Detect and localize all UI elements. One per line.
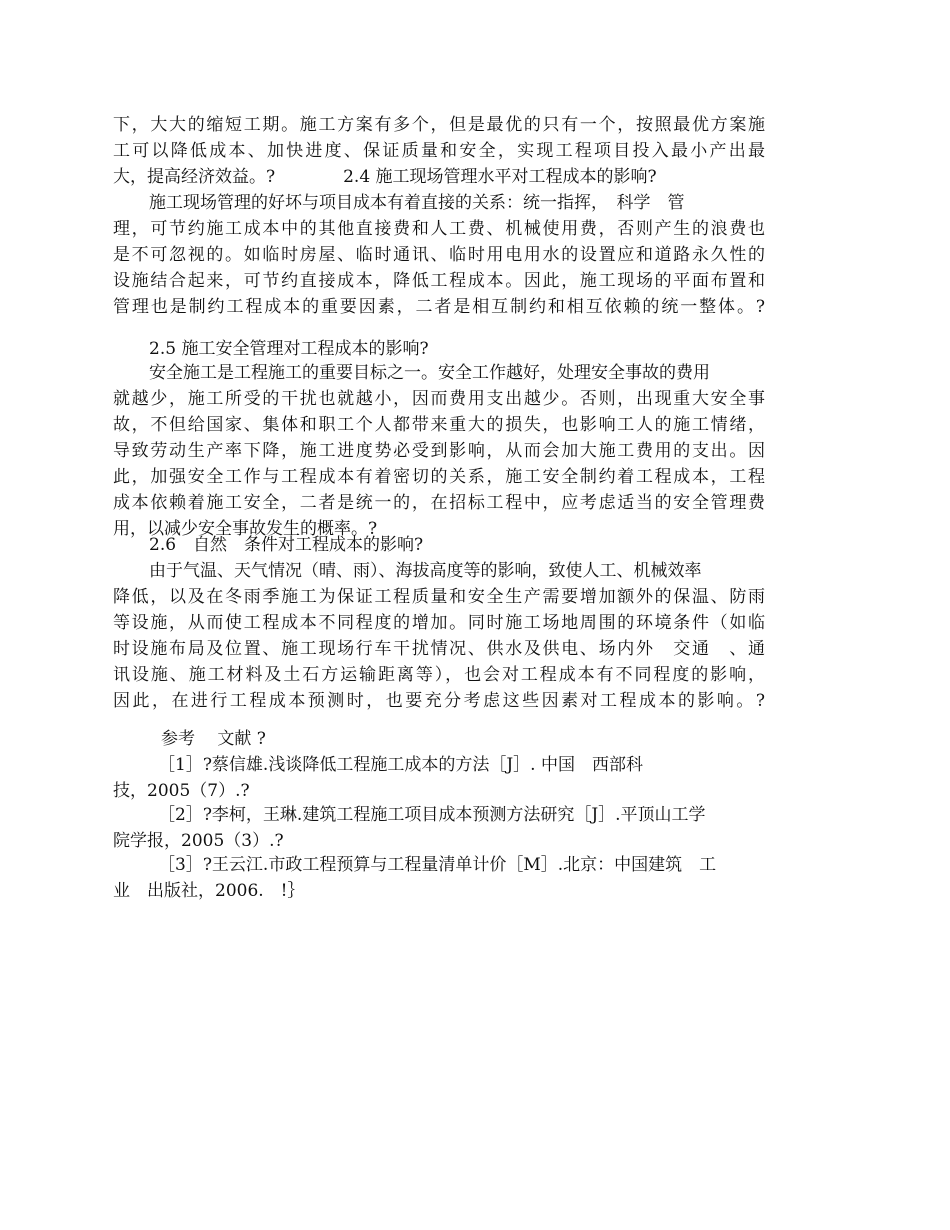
reference-entry: ［3］?王云江.市政工程预算与工程量清单计价［M］.北京：中国建筑 工 bbox=[158, 855, 717, 875]
paragraph-line: 成本依赖着施工安全，二者是统一的，在招标工程中，应考虑适当的安全管理费 bbox=[113, 493, 765, 513]
paragraph-line: 导致劳动生产率下降，施工进度势必受到影响，从而会加大施工费用的支出。因 bbox=[113, 441, 765, 461]
paragraph-line: 安全施工是工程施工的重要目标之一。安全工作越好，处理安全事故的费用 bbox=[149, 363, 710, 383]
paragraph-line: 设施结合起来，可节约直接成本，降低工程成本。因此，施工现场的平面布置和 bbox=[113, 271, 765, 291]
paragraph-line: 管理也是制约工程成本的重要因素，二者是相互制约和相互依赖的统一整体。? bbox=[113, 297, 765, 317]
reference-entry: 技，2005（7）.? bbox=[113, 781, 250, 801]
paragraph-line: 讯设施、施工材料及土石方运输距离等），也会对工程成本有不同程度的影响， bbox=[113, 665, 765, 685]
paragraph-line: 此，加强安全工作与工程成本有着密切的关系，施工安全制约着工程成本，工程 bbox=[113, 467, 765, 487]
paragraph-line: 等设施，从而使工程成本不同程度的增加。同时施工场地周围的环境条件（如临 bbox=[113, 613, 765, 633]
paragraph-line: 下，大大的缩短工期。施工方案有多个，但是最优的只有一个，按照最优方案施 bbox=[113, 115, 765, 135]
paragraph-line: 由于气温、天气情况（晴、雨）、海拔高度等的影响，致使人工、机械效率 bbox=[149, 561, 702, 581]
paragraph-line: 理，可节约施工成本中的其他直接费和人工费、机械使用费，否则产生的浪费也 bbox=[113, 219, 765, 239]
reference-entry: ［2］?李柯，王琳.建筑工程施工项目成本预测方法研究［J］.平顶山工学 bbox=[158, 805, 706, 825]
paragraph-line: 工可以降低成本、加快进度、保证质量和安全，实现工程项目投入最小产出最 bbox=[113, 141, 765, 161]
paragraph-line: 施工现场管理的好坏与项目成本有着直接的关系：统一指挥， 科学 管 bbox=[149, 193, 685, 213]
paragraph-line: 因此，在进行工程成本预测时，也要充分考虑这些因素对工程成本的影响。? bbox=[113, 691, 765, 711]
paragraph-line: 是不可忽视的。如临时房屋、临时通讯、临时用电用水的设置应和道路永久性的 bbox=[113, 245, 765, 265]
paragraph-line: 就越少，施工所受的干扰也就越小，因而费用支出越少。否则，出现重大安全事 bbox=[113, 389, 765, 409]
section-heading: 2.6 自然 条件对工程成本的影响? bbox=[149, 535, 424, 555]
paragraph-line: 降低，以及在冬雨季施工为保证工程质量和安全生产需要增加额外的保温、防雨 bbox=[113, 587, 765, 607]
reference-entry: 院学报，2005（3）.? bbox=[113, 831, 284, 851]
section-heading: 2.5 施工安全管理对工程成本的影响? bbox=[149, 339, 429, 359]
paragraph-line: 故，不但给国家、集体和职工个人都带来重大的损失，也影响工人的施工情绪， bbox=[113, 415, 765, 435]
paragraph-line: 时设施布局及位置、施工现场行车干扰情况、供水及供电、场内外 交通 、通 bbox=[113, 639, 765, 659]
paragraph-line: 大，提高经济效益。? 2.4 施工现场管理水平对工程成本的影响? bbox=[113, 167, 657, 187]
paragraph-line: 用，以减少安全事故发生的概率。? bbox=[113, 519, 378, 539]
reference-entry: 业 出版社，2006. !｝ bbox=[113, 881, 305, 901]
reference-entry: ［1］?蔡信雄.浅谈降低工程施工成本的方法［J］. 中国 西部科 bbox=[158, 755, 643, 775]
references-title: 参考 文献 ? bbox=[161, 729, 266, 749]
